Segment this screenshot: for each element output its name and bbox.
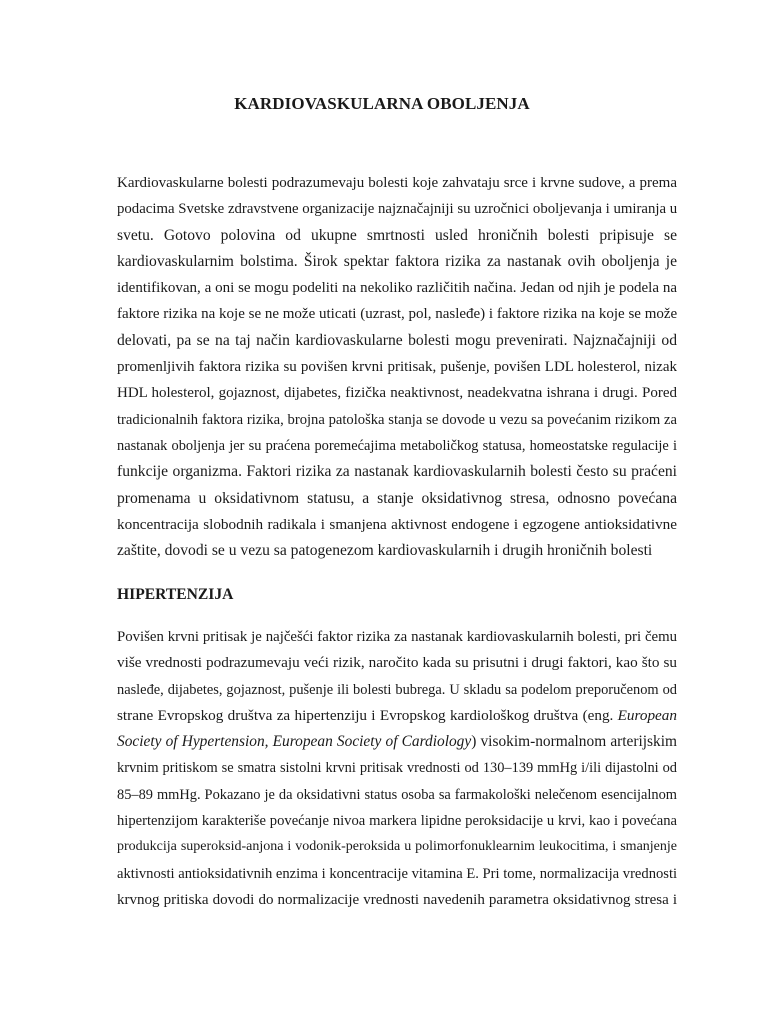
paragraph-line: faktore rizika na koje se ne može uticati (uzrast, pol, nasleđe) i faktore rizika na koje se može xyxy=(117,306,678,323)
paragraph-line xyxy=(117,729,677,755)
paragraph-line: produkcija superoksid-anjona i vodonik-peroksida u polimorfonuklearnim leukocitima, i smanjenje xyxy=(117,839,677,855)
italic-term: Society of Hypertension, European Society of Cardiology xyxy=(117,733,472,751)
paragraph-line: identifikovan, a oni se mogu podeliti na nekoliko različitih načina. Jedan od njih je podela na xyxy=(117,280,677,297)
paragraph-line: promenljivih faktora rizika su povišen krvni pritisak, pušenje, povišen LDL holesterol, nizak xyxy=(117,359,677,376)
paragraph-line: kardiovaskularnim bolstima. Širok spektar faktora rizika za nastanak ovih oboljenja je xyxy=(117,252,677,270)
paragraph-line: krvnog pritiska dovodi do normalizacije vrednosti navedenih parametra oksidativnog stresa i xyxy=(117,891,677,908)
paragraph-line: nastanak oboljenja jer su praćena poremećajima metaboličkog statusa, homeostatske regulacije i xyxy=(117,437,677,454)
line-text: ) visokim-normalnom arterijskim xyxy=(471,733,677,751)
line-text: strane Evropskog društva za hipertenziju i Evropskog kardiološkog društva (eng. xyxy=(117,706,618,724)
paragraph-line xyxy=(117,703,677,729)
paragraph-line: krvnim pritiskom se smatra sistolni krvni pritisak vrednosti od 130–139 mmHg i/ili dijastolni od xyxy=(117,760,677,777)
italic-term: European xyxy=(617,706,677,724)
document-title: KARDIOVASKULARNA OBOLJENJA xyxy=(234,94,530,113)
section-heading: HIPERTENZIJA xyxy=(117,586,234,603)
paragraph-line: svetu. Gotovo polovina od ukupne smrtnosti usled hroničnih bolesti pripisuje se xyxy=(117,226,677,244)
paragraph-line: tradicionalnih faktora rizika, brojna patološka stanja se dovode u vezu sa povećanim rizikom za xyxy=(117,411,677,428)
intro-paragraph xyxy=(117,170,677,564)
paragraph-line: hipertenzijom karakteriše povećanje nivoa markera lipidne peroksidacije u krvi, kao i povećana xyxy=(117,813,677,830)
paragraph-line: HDL holesterol, gojaznost, dijabetes, fizička neaktivnost, neadekvatna ishrana i drugi. Pored xyxy=(117,385,677,402)
paragraph-line: aktivnosti antioksidativnih enzima i koncentracije vitamina E. Pri tome, normalizacija vrednosti xyxy=(117,865,678,882)
paragraph-line: koncentracija slobodnih radikala i smanjena aktivnost endogene i egzogene antioksidativne xyxy=(117,515,677,533)
paragraph-line: funkcije organizma. Faktori rizika za nastanak kardiovaskularnih bolesti često su praćeni xyxy=(117,463,677,481)
paragraph-line: 85–89 mmHg. Pokazano je da oksidativni status osoba sa farmakološki nelečenom esencijalnom xyxy=(117,786,677,803)
paragraph-line: zaštite, dovodi se u vezu sa patogenezom kardiovaskularnih i drugih hroničnih bolesti xyxy=(117,542,653,560)
paragraph-line: Kardiovaskularne bolesti podrazumevaju bolesti koje zahvataju srce i krvne sudove, a prema xyxy=(117,175,677,191)
paragraph-line: podacima Svetske zdravstvene organizacije najznačajniji su uzročnici oboljevanja i umiranja u xyxy=(117,201,678,218)
paragraph-line: više vrednosti podrazumevaju veći rizik, naročito kada su prisutni i drugi faktori, kao što su xyxy=(117,654,677,672)
paragraph-line: delovati, pa se na taj način kardiovaskularne bolesti mogu prevenirati. Najznačajniji od xyxy=(117,331,677,349)
hypertension-paragraph xyxy=(117,624,677,913)
paragraph-line: nasleđe, dijabetes, gojaznost, pušenje ili bolesti bubrega. U skladu sa podelom preporučenom od xyxy=(117,681,677,698)
paragraph-line: Povišen krvni pritisak je najčešći faktor rizika za nastanak kardiovaskularnih bolesti, pri čemu xyxy=(117,629,677,645)
paragraph-line: promenama u oksidativnom statusu, a stanje oksidativnog stresa, odnosno povećana xyxy=(117,489,677,507)
